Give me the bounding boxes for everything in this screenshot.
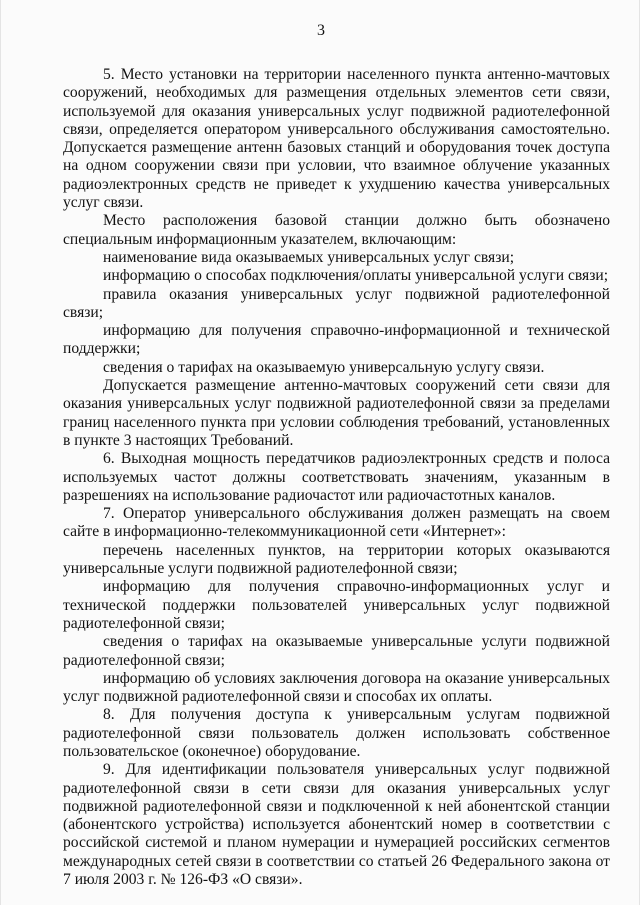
list-item-support-info: информацию для получения справочно-информационной и технической поддержки; xyxy=(63,322,610,358)
paragraph-item-7: 7. Оператор универсального обслуживания должен размещать на своем сайте в информационно-телекоммуникационной сети «Интернет»: xyxy=(63,505,610,541)
paragraph-base-station-sign: Место расположения базовой станции должно быть обозначено специальным информационным указателем, включающим: xyxy=(63,212,610,248)
list-item-service-name: наименование вида оказываемых универсальных услуг связи; xyxy=(103,248,515,266)
list-item-tariffs: сведения о тарифах на оказываемую универсальную услугу связи. xyxy=(103,358,545,376)
paragraph-outside-settlement: Допускается размещение антенно-мачтовых сооружений сети связи для оказания универсальных услуг подвижной радиотелефонной связи за пределами границ населенного пункта при условии соблюдения требований, установленных в пункте 3 настоящих Требований. xyxy=(63,377,610,449)
page-number: 3 xyxy=(317,22,325,39)
list-item-connection-payment: информацию о способах подключения/оплаты универсальной услуги связи; xyxy=(103,267,609,285)
paragraph-item-5: 5. Место установки на территории населенного пункта антенно-мачтовых сооружений, необходимых для размещения отдельных элементов сети связи, используемой для оказания универсальных услуг подвижной радиотелефонной связи, определяется оператором универсального обслуживания самостоятельно. Допускается размещение антенн базовых станций и оборудования точек доступа на одном сооружении связи при условии, что взаимное облучение указанных радиоэлектронных средств не приведет к ухудшению качества универсальных услуг связи. xyxy=(63,66,610,212)
paragraph-item-6: 6. Выходная мощность передатчиков радиоэлектронных средств и полоса используемых частот должны соответствовать значениям, указанным в разрешениях на использование радиочастот или радиочастотных каналов. xyxy=(63,450,610,504)
paragraph-item-9: 9. Для идентификации пользователя универсальных услуг подвижной радиотелефонной связи в сети связи для оказания универсальных услуг подвижной радиотелефонной связи и подключенной к ней абонентской станции (абонентского устройства) используется абонентский номер в соответствии с российской системой и планом нумерации и нумерацией российских сегментов международных сетей связи в соответствии со статьей 26 Федерального закона от 7 июля 2003 г. № 126-ФЗ «О связи». xyxy=(63,761,610,889)
list-item-rules: правила оказания универсальных услуг подвижной радиотелефонной связи; xyxy=(63,285,610,321)
list-item-reference-support: информацию для получения справочно-информационных услуг и технической поддержки пользователей универсальных услуг подвижной радиотелефонной связи; xyxy=(63,578,610,632)
list-item-tariff-info: сведения о тарифах на оказываемые универсальные услуги подвижной радиотелефонной связи; xyxy=(63,633,610,669)
list-item-settlements: перечень населенных пунктов, на территории которых оказываются универсальные услуги подвижной радиотелефонной связи; xyxy=(63,541,610,578)
document-body xyxy=(63,66,610,889)
list-item-contract-terms: информацию об условиях заключения договора на оказание универсальных услуг подвижной радиотелефонной связи и способах их оплаты. xyxy=(63,669,610,706)
paragraph-item-8: 8. Для получения доступа к универсальным услугам подвижной радиотелефонной связи пользователь должен использовать собственное пользовательское (оконечное) оборудование. xyxy=(63,706,610,760)
